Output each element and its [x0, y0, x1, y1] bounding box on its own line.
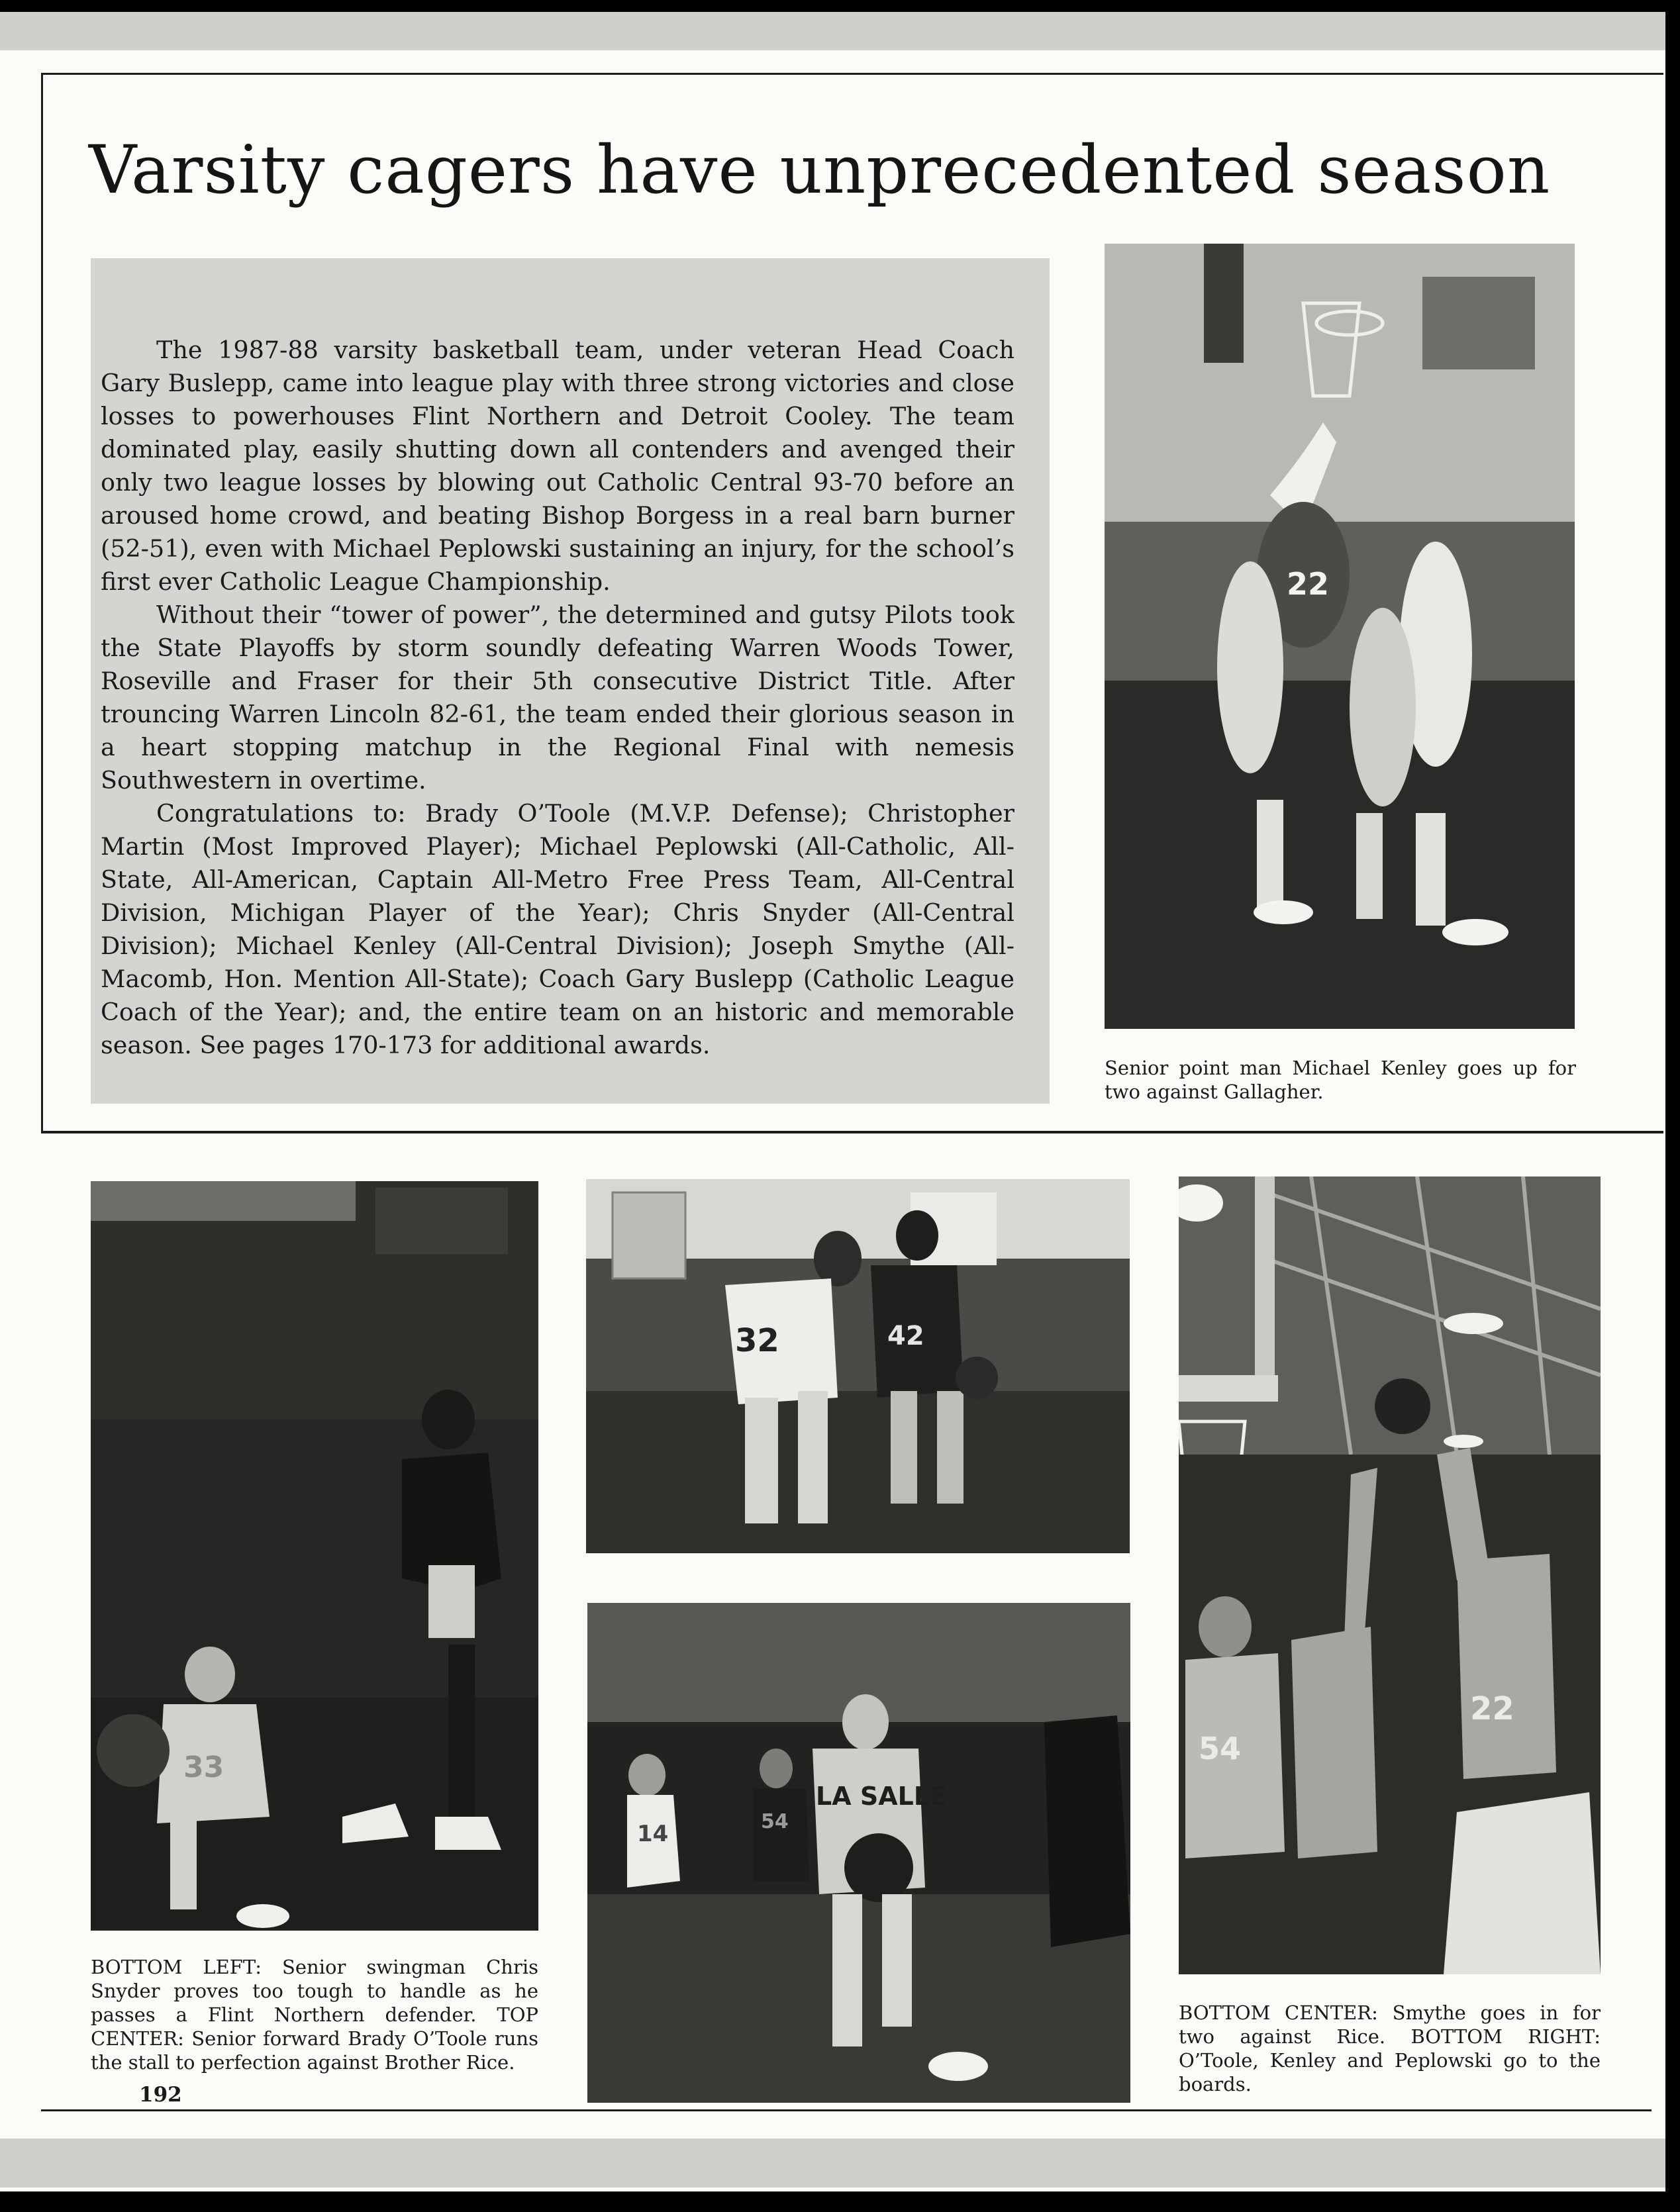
photo-otoole-stall: [586, 1179, 1130, 1553]
bottom-edge-band: [0, 2139, 1665, 2188]
article-paragraph: Congratulations to: Brady O’Toole (M.V.P. Defense); Christopher Martin (Most Improved Player); Michael Peplowski (All-Catholic, All-State, All-American, Captain All-Metro Free Press Team, All-Central Division, Michigan Player of the Year); Chris Snyder (All-Central Division); Michael Kenley (All-Central Division); Joseph Smythe (All-Macomb, Hon. Mention All-State); Coach Gary Buslepp (Catholic League Coach of the Year); and, the entire team on an historic and memorable season. See pages 170-173 for additional awards.: [101, 799, 1014, 1059]
photo-rebound-boards: [1179, 1177, 1601, 1974]
page-number: 192: [139, 2083, 182, 2107]
yearbook-page: [0, 12, 1665, 2191]
caption-bottom-left: BOTTOM LEFT: Senior swingman Chris Snyder proves too tough to handle as he passes a Flint Northern defender. TOP CENTER: Senior forward Brady O’Toole runs the stall to perfection against Brother Rice.: [91, 1956, 538, 2074]
caption-bottom-right: BOTTOM CENTER: Smythe goes in for two against Rice. BOTTOM RIGHT: O’Toole, Kenley and Peplowski go to the boards.: [1179, 2001, 1601, 2095]
jersey-number: 54: [761, 1810, 789, 1833]
page-title: Varsity cagers have unprecedented season: [89, 131, 1551, 209]
jersey-number: 14: [637, 1821, 669, 1847]
article-body: [101, 334, 1014, 1062]
frame-rule-bottom: [41, 2109, 1652, 2111]
photo-smythe-layup: [587, 1603, 1130, 2103]
jersey-number: 54: [1199, 1731, 1242, 1766]
photo-kenley-layup: [1105, 244, 1575, 1029]
jersey-number: 22: [1287, 566, 1330, 602]
jersey-number: 42: [887, 1321, 924, 1351]
caption-top-right: Senior point man Michael Kenley goes up for two against Gallagher.: [1105, 1057, 1576, 1103]
jersey-number: 22: [1470, 1690, 1514, 1727]
article-paragraph: Without their “tower of power”, the determined and gutsy Pilots took the State Playoffs by storm soundly defeating Warren Woods Tower, Roseville and Fraser for their 5th consecutive District Title. After trouncing Warren Lincoln 82-61, the team ended their glorious season in a heart stopping matchup in the Regional Final with nemesis Southwestern in overtime.: [101, 601, 1014, 794]
jersey-number: 32: [735, 1322, 779, 1359]
article-paragraph: The 1987-88 varsity basketball team, under veteran Head Coach Gary Buslepp, came into league play with three strong victories and close losses to powerhouses Flint Northern and Detroit Cooley. The team dominated play, easily shutting down all contenders and avenged their only two league losses by blowing out Catholic Central 93-70 before an aroused home crowd, and beating Bishop Borgess in a real barn burner (52-51), even with Michael Peplowski sustaining an injury, for the school’s first ever Catholic League Championship.: [101, 336, 1014, 596]
jersey-lettering: LA SALLE: [816, 1782, 948, 1811]
frame-rule-top: [41, 73, 1663, 75]
frame-rule-middle: [41, 1131, 1663, 1133]
photo-snyder-drive: [91, 1181, 538, 1931]
svg-text:33: 33: [183, 1751, 224, 1784]
frame-rule-left: [41, 73, 43, 1132]
top-edge-band: [0, 12, 1665, 50]
